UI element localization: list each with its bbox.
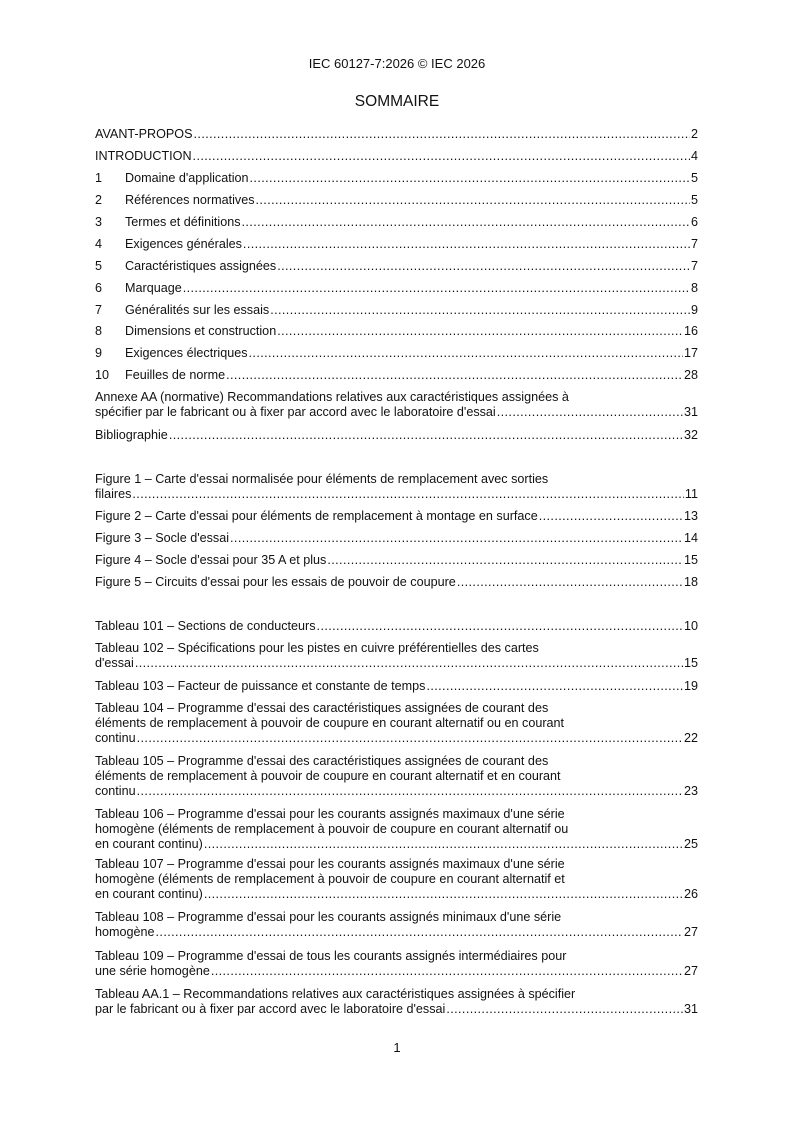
toc-entry[interactable]	[95, 807, 698, 852]
toc-entry[interactable]	[95, 346, 698, 361]
toc-leader-dots	[270, 303, 690, 318]
toc-page-number: 27	[683, 925, 698, 939]
toc-leader-dots	[497, 405, 683, 420]
toc-entry-title: par le fabricant ou à fixer par accord avec le laboratoire d'essai	[95, 1002, 446, 1016]
toc-page-number: 8	[690, 281, 698, 295]
toc-entry-title: Tableau AA.1 – Recommandations relatives aux caractéristiques assignées à spécifier	[95, 987, 576, 1001]
toc-entry-title: Tableau 107 – Programme d'essai pour les courants assignés maximaux d'une série	[95, 857, 565, 871]
page-title: SOMMAIRE	[354, 93, 440, 110]
toc-page-number: 13	[683, 509, 698, 523]
toc-entry[interactable]	[95, 509, 698, 524]
toc-entry[interactable]	[95, 127, 698, 142]
toc-page-number: 23	[683, 784, 698, 798]
toc-entry-title: Figure 2 – Carte d'essai pour éléments de remplacement à montage en surface	[95, 509, 538, 523]
toc-leader-dots	[137, 784, 683, 799]
toc-leader-dots	[169, 428, 683, 443]
toc-entry[interactable]	[95, 193, 698, 208]
toc-entry-title: Marquage	[125, 281, 182, 295]
toc-entry-title: Tableau 106 – Programme d'essai pour les courants assignés maximaux d'une série	[95, 807, 565, 821]
toc-entry-title: Exigences générales	[125, 237, 242, 251]
toc-entry-title: Figure 1 – Carte d'essai normalisée pour éléments de remplacement avec sorties	[95, 472, 549, 486]
toc-page-number: 27	[683, 964, 698, 978]
toc-page-number: 16	[683, 324, 698, 338]
toc-entry-number: 3	[95, 215, 103, 229]
toc-leader-dots	[327, 553, 683, 568]
toc-page-number: 17	[683, 346, 698, 360]
toc-entry[interactable]	[95, 428, 698, 443]
toc-leader-dots	[226, 368, 683, 383]
toc-page-number: 5	[690, 171, 698, 185]
toc-entry-title: Tableau 109 – Programme d'essai de tous les courants assignés intermédiaires pour	[95, 949, 567, 963]
toc-entry-title: continu	[95, 731, 136, 745]
toc-entry-number: 10	[95, 368, 110, 382]
toc-page-number: 32	[683, 428, 698, 442]
toc-page-number: 10	[683, 619, 698, 633]
toc-page-number: 11	[684, 487, 698, 501]
toc-entry[interactable]	[95, 324, 698, 339]
toc-entry[interactable]	[95, 259, 698, 274]
toc-page-number: 4	[690, 149, 698, 163]
toc-entry[interactable]	[95, 390, 698, 420]
toc-entry[interactable]	[95, 149, 698, 164]
toc-entry-title: une série homogène	[95, 964, 210, 978]
toc-leader-dots	[277, 259, 690, 274]
toc-entry-title: Tableau 105 – Programme d'essai des caractéristiques assignées de courant des	[95, 754, 549, 768]
document-header: IEC 60127-7:2026 © IEC 2026	[308, 56, 486, 71]
toc-entry[interactable]	[95, 641, 698, 671]
toc-page-number: 19	[683, 679, 698, 693]
toc-entry-title: Figure 4 – Socle d'essai pour 35 A et plus	[95, 553, 327, 567]
toc-leader-dots	[249, 346, 683, 361]
toc-entry-title: Tableau 101 – Sections de conducteurs	[95, 619, 316, 633]
toc-entry-title: Figure 5 – Circuits d'essai pour les essais de pouvoir de coupure	[95, 575, 456, 589]
toc-page-number: 5	[690, 193, 698, 207]
toc-entry-title: Feuilles de norme	[125, 368, 226, 382]
toc-page-number: 28	[683, 368, 698, 382]
toc-entry-number: 9	[95, 346, 103, 360]
toc-entry-title: spécifier par le fabricant ou à fixer par accord avec le laboratoire d'essai	[95, 405, 496, 419]
toc-entry-title: homogène (éléments de remplacement à pouvoir de coupure en courant alternatif et	[95, 872, 565, 886]
toc-entry-title: continu	[95, 784, 136, 798]
toc-page-number: 18	[683, 575, 698, 589]
toc-leader-dots	[193, 149, 690, 164]
toc-entry-number: 4	[95, 237, 103, 251]
toc-entry[interactable]	[95, 368, 698, 383]
toc-entry-number: 5	[95, 259, 103, 273]
toc-leader-dots	[242, 215, 690, 230]
toc-leader-dots	[446, 1002, 683, 1017]
toc-page-number: 2	[690, 127, 698, 141]
toc-entry[interactable]	[95, 237, 698, 252]
toc-entry[interactable]	[95, 531, 698, 546]
toc-page-number: 15	[683, 553, 698, 567]
toc-entry-title: AVANT-PROPOS	[95, 127, 193, 141]
toc-entry-title: INTRODUCTION	[95, 149, 192, 163]
toc-page-number: 6	[690, 215, 698, 229]
toc-page-number: 31	[683, 1002, 698, 1016]
toc-leader-dots	[256, 193, 690, 208]
toc-entry-title: en courant continu)	[95, 837, 203, 851]
toc-entry-title: Annexe AA (normative) Recommandations relatives aux caractéristiques assignées à	[95, 390, 569, 404]
toc-leader-dots	[204, 887, 683, 902]
toc-entry[interactable]	[95, 472, 698, 502]
toc-leader-dots	[426, 679, 683, 694]
toc-leader-dots	[135, 656, 683, 671]
toc-leader-dots	[317, 619, 683, 634]
toc-leader-dots	[204, 837, 683, 852]
toc-entry-title: filaires	[95, 487, 132, 501]
toc-entry[interactable]	[95, 679, 698, 694]
page-number: 1	[393, 1040, 401, 1055]
toc-page-number: 9	[690, 303, 698, 317]
toc-entry-title: éléments de remplacement à pouvoir de coupure en courant alternatif et en courant	[95, 769, 561, 783]
toc-page-number: 15	[683, 656, 698, 670]
toc-page-number: 7	[690, 259, 698, 273]
toc-leader-dots	[230, 531, 683, 546]
toc-leader-dots	[243, 237, 690, 252]
toc-entry-title: Domaine d'application	[125, 171, 249, 185]
toc-entry-title: Références normatives	[125, 193, 255, 207]
toc-entry-title: Tableau 108 – Programme d'essai pour les courants assignés minimaux d'une série	[95, 910, 562, 924]
toc-entry-number: 8	[95, 324, 103, 338]
toc-leader-dots	[194, 127, 690, 142]
toc-page-number: 22	[683, 731, 698, 745]
toc-entry[interactable]	[95, 215, 698, 230]
toc-entry-title: Tableau 104 – Programme d'essai des caractéristiques assignées de courant des	[95, 701, 549, 715]
toc-entry[interactable]	[95, 754, 698, 799]
toc-entry[interactable]	[95, 171, 698, 186]
toc-entry[interactable]	[95, 575, 698, 590]
toc-page-number: 31	[683, 405, 698, 419]
toc-entry[interactable]	[95, 553, 698, 568]
toc-leader-dots	[539, 509, 683, 524]
toc-entry-number: 1	[95, 171, 103, 185]
toc-entry-number: 7	[95, 303, 103, 317]
toc-entry[interactable]	[95, 949, 698, 979]
toc-entry-title: homogène	[95, 925, 155, 939]
toc-leader-dots	[211, 964, 683, 979]
toc-entry-title: Exigences électriques	[125, 346, 248, 360]
toc-entry-title: Tableau 102 – Spécifications pour les pistes en cuivre préférentielles des cartes	[95, 641, 539, 655]
toc-entry-title: d'essai	[95, 656, 134, 670]
toc-page-number: 25	[683, 837, 698, 851]
toc-entry-title: Figure 3 – Socle d'essai	[95, 531, 230, 545]
toc-leader-dots	[183, 281, 690, 296]
toc-entry-title: Généralités sur les essais	[125, 303, 270, 317]
toc-entry-title: homogène (éléments de remplacement à pouvoir de coupure en courant alternatif ou	[95, 822, 569, 836]
toc-entry[interactable]	[95, 303, 698, 318]
toc-leader-dots	[132, 487, 684, 502]
toc-leader-dots	[137, 731, 683, 746]
toc-entry[interactable]	[95, 701, 698, 746]
toc-entry[interactable]	[95, 987, 698, 1017]
toc-entry-title: éléments de remplacement à pouvoir de coupure en courant alternatif ou en courant	[95, 716, 565, 730]
toc-entry[interactable]	[95, 857, 698, 902]
toc-entry-number: 6	[95, 281, 103, 295]
toc-entry[interactable]	[95, 910, 698, 940]
toc-page-number: 7	[690, 237, 698, 251]
toc-entry-title: en courant continu)	[95, 887, 203, 901]
toc-entry-title: Caractéristiques assignées	[125, 259, 277, 273]
toc-leader-dots	[156, 925, 683, 940]
toc-entry-title: Bibliographie	[95, 428, 168, 442]
toc-entry-title: Dimensions et construction	[125, 324, 277, 338]
toc-entry-number: 2	[95, 193, 103, 207]
toc-leader-dots	[457, 575, 683, 590]
toc-leader-dots	[250, 171, 690, 186]
toc-entry[interactable]	[95, 281, 698, 296]
toc-entry-title: Termes et définitions	[125, 215, 241, 229]
toc-page-number: 26	[683, 887, 698, 901]
toc-entry[interactable]	[95, 619, 698, 634]
toc-page-number: 14	[683, 531, 698, 545]
toc-entry-title: Tableau 103 – Facteur de puissance et constante de temps	[95, 679, 426, 693]
toc-leader-dots	[277, 324, 683, 339]
